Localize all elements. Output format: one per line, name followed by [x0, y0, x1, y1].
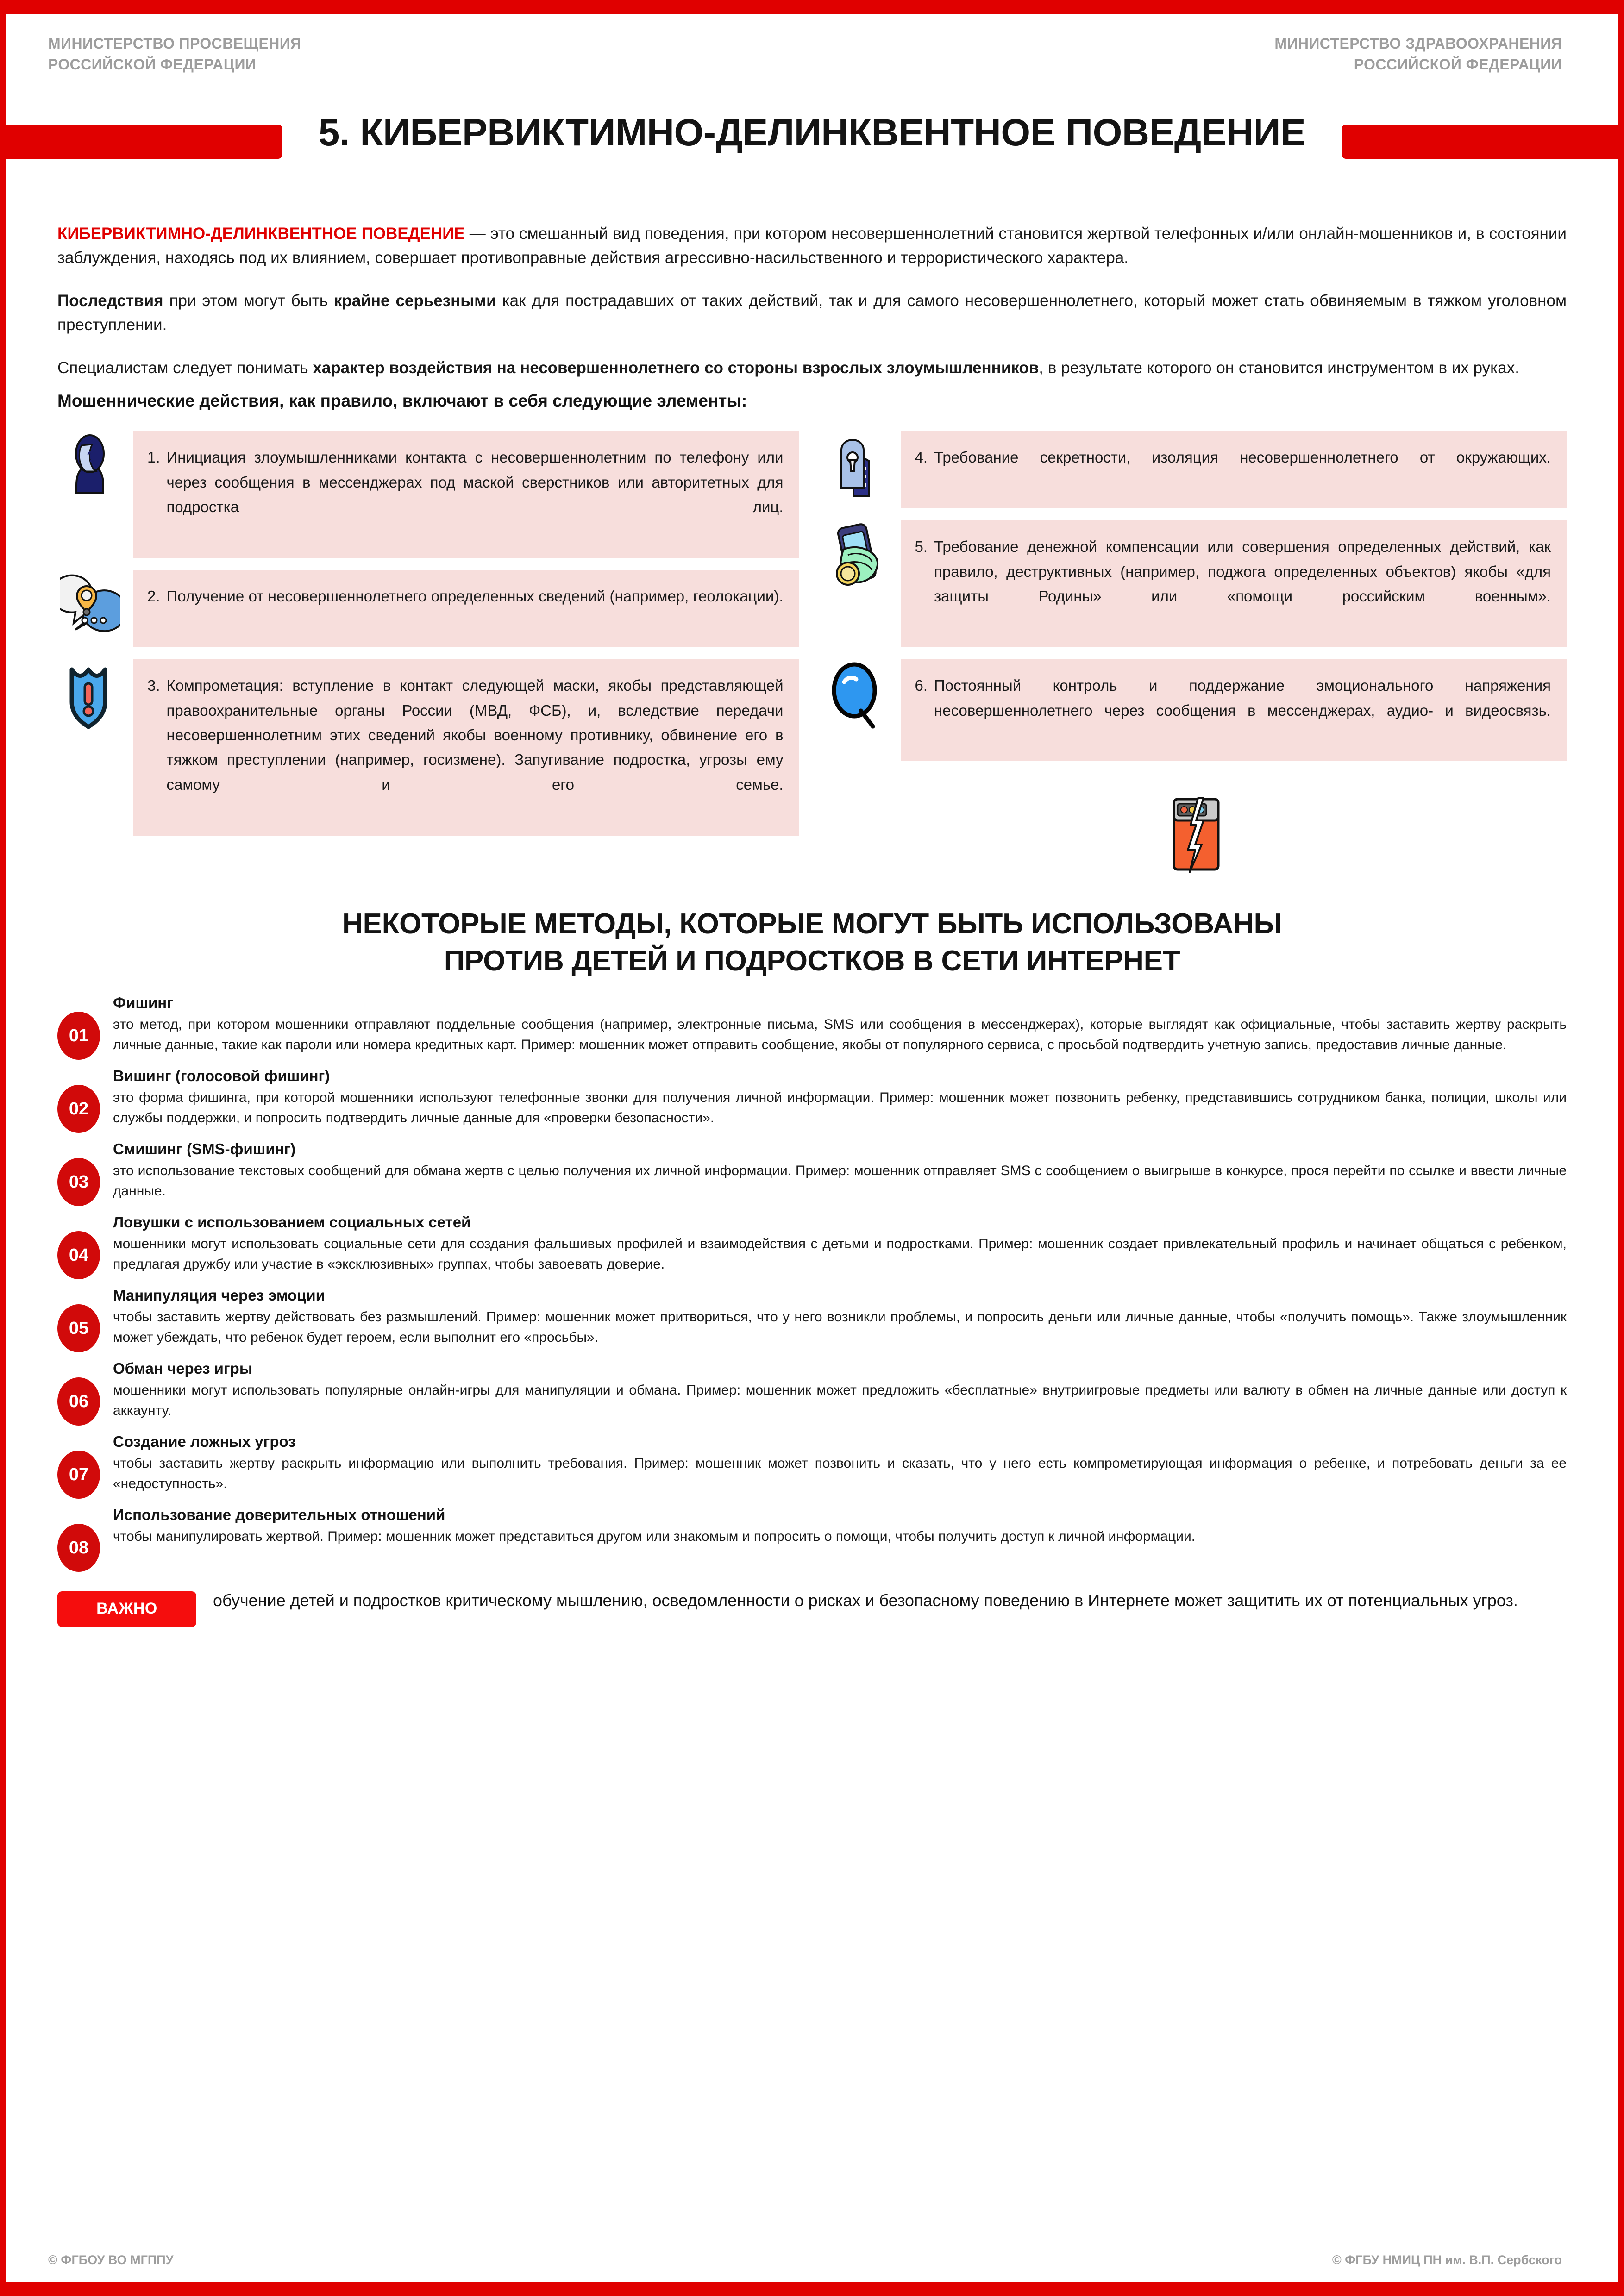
important-box	[6, 1572, 1618, 1627]
method-body	[113, 1213, 1567, 1275]
element-card-3-body	[133, 659, 799, 836]
element-card-6	[825, 659, 1567, 761]
intro-section	[6, 206, 1618, 381]
method-item	[57, 1213, 1567, 1279]
intro-term: КИБЕРВИКТИМНО-ДЕЛИНКВЕНТНОЕ ПОВЕДЕНИЕ	[57, 224, 465, 243]
intro-p2-bold-1: Последствия	[57, 291, 163, 310]
intro-p3-bold: характер воздействия на несовершеннолетнего со стороны взрослых злоумышленников	[313, 358, 1039, 377]
method-body	[113, 1066, 1567, 1128]
method-body	[113, 1359, 1567, 1421]
element-card-3-text: Компрометация: вступление в контакт следующей маски, якобы представляющей правоохранительные органы России (МВД, ФСБ), и, вследствие передачи несовершеннолетним этих сведений якобы военному противнику, обвинение его в тяжком преступлении (например, госизмене). Запугивание подростка, угрозы ему самому и его семье.	[166, 677, 784, 793]
method-badge: 08	[57, 1524, 100, 1572]
ministry-left	[48, 33, 301, 75]
method-text: это использование текстовых сообщений для обмана жертв с целью получения их личной информации. Пример: мошенник отправляет SMS с сообщением о выигрыше в конкурсе, прося перейти по ссылке и ввести личные данные.	[113, 1163, 1567, 1199]
methods-title-line1: НЕКОТОРЫЕ МЕТОДЫ, КОТОРЫЕ МОГУТ БЫТЬ ИСПОЛЬЗОВАНЫ	[342, 908, 1282, 940]
element-card-6-number: 6.	[915, 677, 928, 694]
intro-paragraph-3	[57, 356, 1567, 381]
bottom-red-bar	[0, 2282, 1624, 2296]
method-item	[57, 1432, 1567, 1499]
geolocation-chat-icon	[57, 570, 122, 639]
method-badge: 02	[57, 1085, 100, 1133]
method-item	[57, 1286, 1567, 1352]
page-title: 5. КИБЕРВИКТИМНО-ДЕЛИНКВЕНТНОЕ ПОВЕДЕНИЕ	[318, 111, 1306, 154]
element-card-6-body	[901, 659, 1567, 761]
person-question-icon	[57, 431, 122, 500]
element-card-1-text: Инициация злоумышленниками контакта с несовершеннолетним по телефону или через сообщения в мессенджерах под маской сверстников или авторитетных для подростка лиц.	[166, 449, 784, 516]
intro-p2-bold-2: крайне серьезными	[334, 291, 496, 310]
element-card-5-body	[901, 520, 1567, 647]
method-body	[113, 993, 1567, 1055]
footer-right-credit: © ФГБУ НМИЦ ПН им. В.П. Сербского	[1332, 2253, 1562, 2267]
methods-list	[6, 979, 1618, 1572]
element-card-1	[57, 431, 799, 558]
method-text: чтобы заставить жертву действовать без размышлений. Пример: мошенник может притвориться, что у него возникли проблемы, и попросить деньги или личные данные, чтобы «получить помощь». Также злоумышленник может убеждать, что ребенок будет героем, если выполнит его «просьбы».	[113, 1309, 1567, 1345]
method-text: чтобы манипулировать жертвой. Пример: мошенник может представиться другом или знакомым и попросить о помощи, чтобы получить доступ к личной информации.	[113, 1529, 1196, 1545]
element-card-3-number: 3.	[147, 677, 160, 694]
elements-column-left	[57, 431, 799, 835]
method-badge: 07	[57, 1451, 100, 1499]
element-card-2-text: Получение от несовершеннолетнего определенных сведений (например, геолокации).	[166, 588, 784, 605]
method-text: это метод, при котором мошенники отправляют поддельные сообщения (например, электронные письма, SMS или сообщения в мессенджерах), которые выглядят как официальные, чтобы заставить жертву раскрыть личные данные, такие как пароли или номера кредитных карт. Пример: мошенник может отправить сообщение, якобы от популярного сервиса, с просьбой подтвердить учетную запись, предоставив личные данные.	[113, 1017, 1567, 1053]
method-item	[57, 1139, 1567, 1206]
method-badge: 04	[57, 1231, 100, 1279]
method-title: Создание ложных угроз	[113, 1433, 296, 1451]
method-title: Фишинг	[113, 994, 173, 1012]
elements-lead: Мошеннические действия, как правило, включают в себя следующие элементы:	[57, 391, 747, 411]
magnifier-icon	[825, 659, 890, 729]
method-text: мошенники могут использовать социальные сети для создания фальшивых профилей и взаимодействия с детьми и подростками. Пример: мошенник создает привлекательный профиль и начинает общаться с ребенком, предлагая дружбу или участие в «эксклюзивных» группах, чтобы завоевать доверие.	[113, 1236, 1567, 1272]
element-card-5-number: 5.	[915, 538, 928, 556]
intro-paragraph-2	[57, 289, 1567, 338]
method-item	[57, 993, 1567, 1060]
intro-p2-part2: как для пострадавших от таких действий, так и для самого несовершеннолетнего, который может стать обвиняемым в тяжком уголовном преступлении.	[57, 291, 1567, 334]
element-card-4	[825, 431, 1567, 508]
method-body	[113, 1432, 1567, 1494]
ministry-right-line1: МИНИСТЕРСТВО ЗДРАВООХРАНЕНИЯ	[1274, 35, 1562, 52]
method-title: Ловушки с использованием социальных сетей	[113, 1214, 471, 1231]
element-card-5-text: Требование денежной компенсации или совершения определенных действий, как правило, деструктивных (например, поджога определенных объектов) якобы «для защиты Родины» или «помощи российским военным».	[934, 538, 1551, 605]
methods-title-line2: ПРОТИВ ДЕТЕЙ И ПОДРОСТКОВ В СЕТИ ИНТЕРНЕТ	[444, 945, 1180, 977]
method-badge: 06	[57, 1377, 100, 1426]
method-title: Манипуляция через эмоции	[113, 1287, 325, 1304]
money-phone-icon	[825, 520, 890, 590]
shield-alert-icon	[57, 659, 122, 729]
element-card-4-text: Требование секретности, изоляция несовершеннолетнего от окружающих.	[934, 449, 1551, 466]
method-title: Обман через игры	[113, 1360, 253, 1377]
elements-grid	[6, 411, 1618, 875]
ministry-right-line2: РОССИЙСКОЙ ФЕДЕРАЦИИ	[1354, 56, 1562, 73]
method-item	[57, 1505, 1567, 1572]
method-body	[113, 1139, 1567, 1201]
element-card-2	[57, 570, 799, 647]
method-text: мошенники могут использовать популярные онлайн-игры для манипуляции и обмана. Пример: мошенник может предложить «бесплатные» внутриигровые предметы или валюту в обмен на личные данные или доступ к аккаунту.	[113, 1383, 1567, 1419]
element-card-6-text: Постоянный контроль и поддержание эмоционального напряжения несовершеннолетнего через сообщения в мессенджерах, аудио- и видеосвязь.	[934, 677, 1551, 719]
method-title: Смишинг (SMS-фишинг)	[113, 1140, 296, 1158]
broken-battery-icon	[825, 773, 1567, 875]
ministry-left-line1: МИНИСТЕРСТВО ПРОСВЕЩЕНИЯ	[48, 35, 301, 52]
ministry-left-line2: РОССИЙСКОЙ ФЕДЕРАЦИИ	[48, 56, 257, 73]
title-band	[6, 109, 1618, 206]
method-badge: 01	[57, 1012, 100, 1060]
method-text: это форма фишинга, при которой мошенники используют телефонные звонки для получения личной информации. Пример: мошенник может позвонить ребенку, представившись сотрудником банка, полиции, школы или службы поддержки, и попросить подтвердить личные данные для «проверки безопасности».	[113, 1090, 1567, 1126]
intro-p3-part2: , в результате которого он становится инструментом в их руках.	[1039, 358, 1519, 377]
element-card-4-body	[901, 431, 1567, 508]
intro-p2-part1: при этом могут быть	[163, 291, 334, 310]
method-body	[113, 1505, 1567, 1547]
method-item	[57, 1359, 1567, 1426]
method-text: чтобы заставить жертву раскрыть информацию или выполнить требования. Пример: мошенник может позвонить и сказать, что у него есть компрометирующая информация о ребенке, и потребовать деньги за ее «недоступность».	[113, 1456, 1567, 1492]
ministry-right	[1274, 33, 1562, 75]
intro-p3-part1: Специалистам следует понимать	[57, 358, 313, 377]
footer-left-credit: © ФГБОУ ВО МГППУ	[48, 2253, 174, 2267]
element-card-3	[57, 659, 799, 836]
element-card-1-number: 1.	[147, 449, 160, 466]
method-badge: 05	[57, 1304, 100, 1352]
svg-text:?: ?	[87, 448, 96, 466]
intro-definition: — это смешанный вид поведения, при котором несовершеннолетний становится жертвой телефонных и/или онлайн-мошенников и, в состоянии заблуждения, находясь под их влиянием, совершает противоправные действия агрессивно-насильственного и террористического характера.	[57, 224, 1567, 267]
element-card-2-body	[133, 570, 799, 647]
lock-icon	[825, 431, 890, 500]
top-red-bar	[0, 0, 1624, 14]
method-item	[57, 1066, 1567, 1133]
element-card-5	[825, 520, 1567, 647]
method-body	[113, 1286, 1567, 1348]
important-tag: ВАЖНО	[57, 1591, 196, 1627]
element-card-1-body	[133, 431, 799, 558]
footer	[6, 2253, 1618, 2267]
element-card-4-number: 4.	[915, 449, 928, 466]
methods-section-title	[6, 875, 1618, 979]
method-title: Использование доверительных отношений	[113, 1506, 445, 1524]
method-badge: 03	[57, 1158, 100, 1206]
method-title: Вишинг (голосовой фишинг)	[113, 1067, 330, 1085]
elements-column-right	[825, 431, 1567, 875]
important-text: обучение детей и подростков критическому мышлению, осведомленности о рисках и безопасному поведению в Интернете может защитить их от потенциальных угроз.	[213, 1591, 1518, 1610]
intro-paragraph-1	[57, 222, 1567, 270]
element-card-2-number: 2.	[147, 588, 160, 605]
